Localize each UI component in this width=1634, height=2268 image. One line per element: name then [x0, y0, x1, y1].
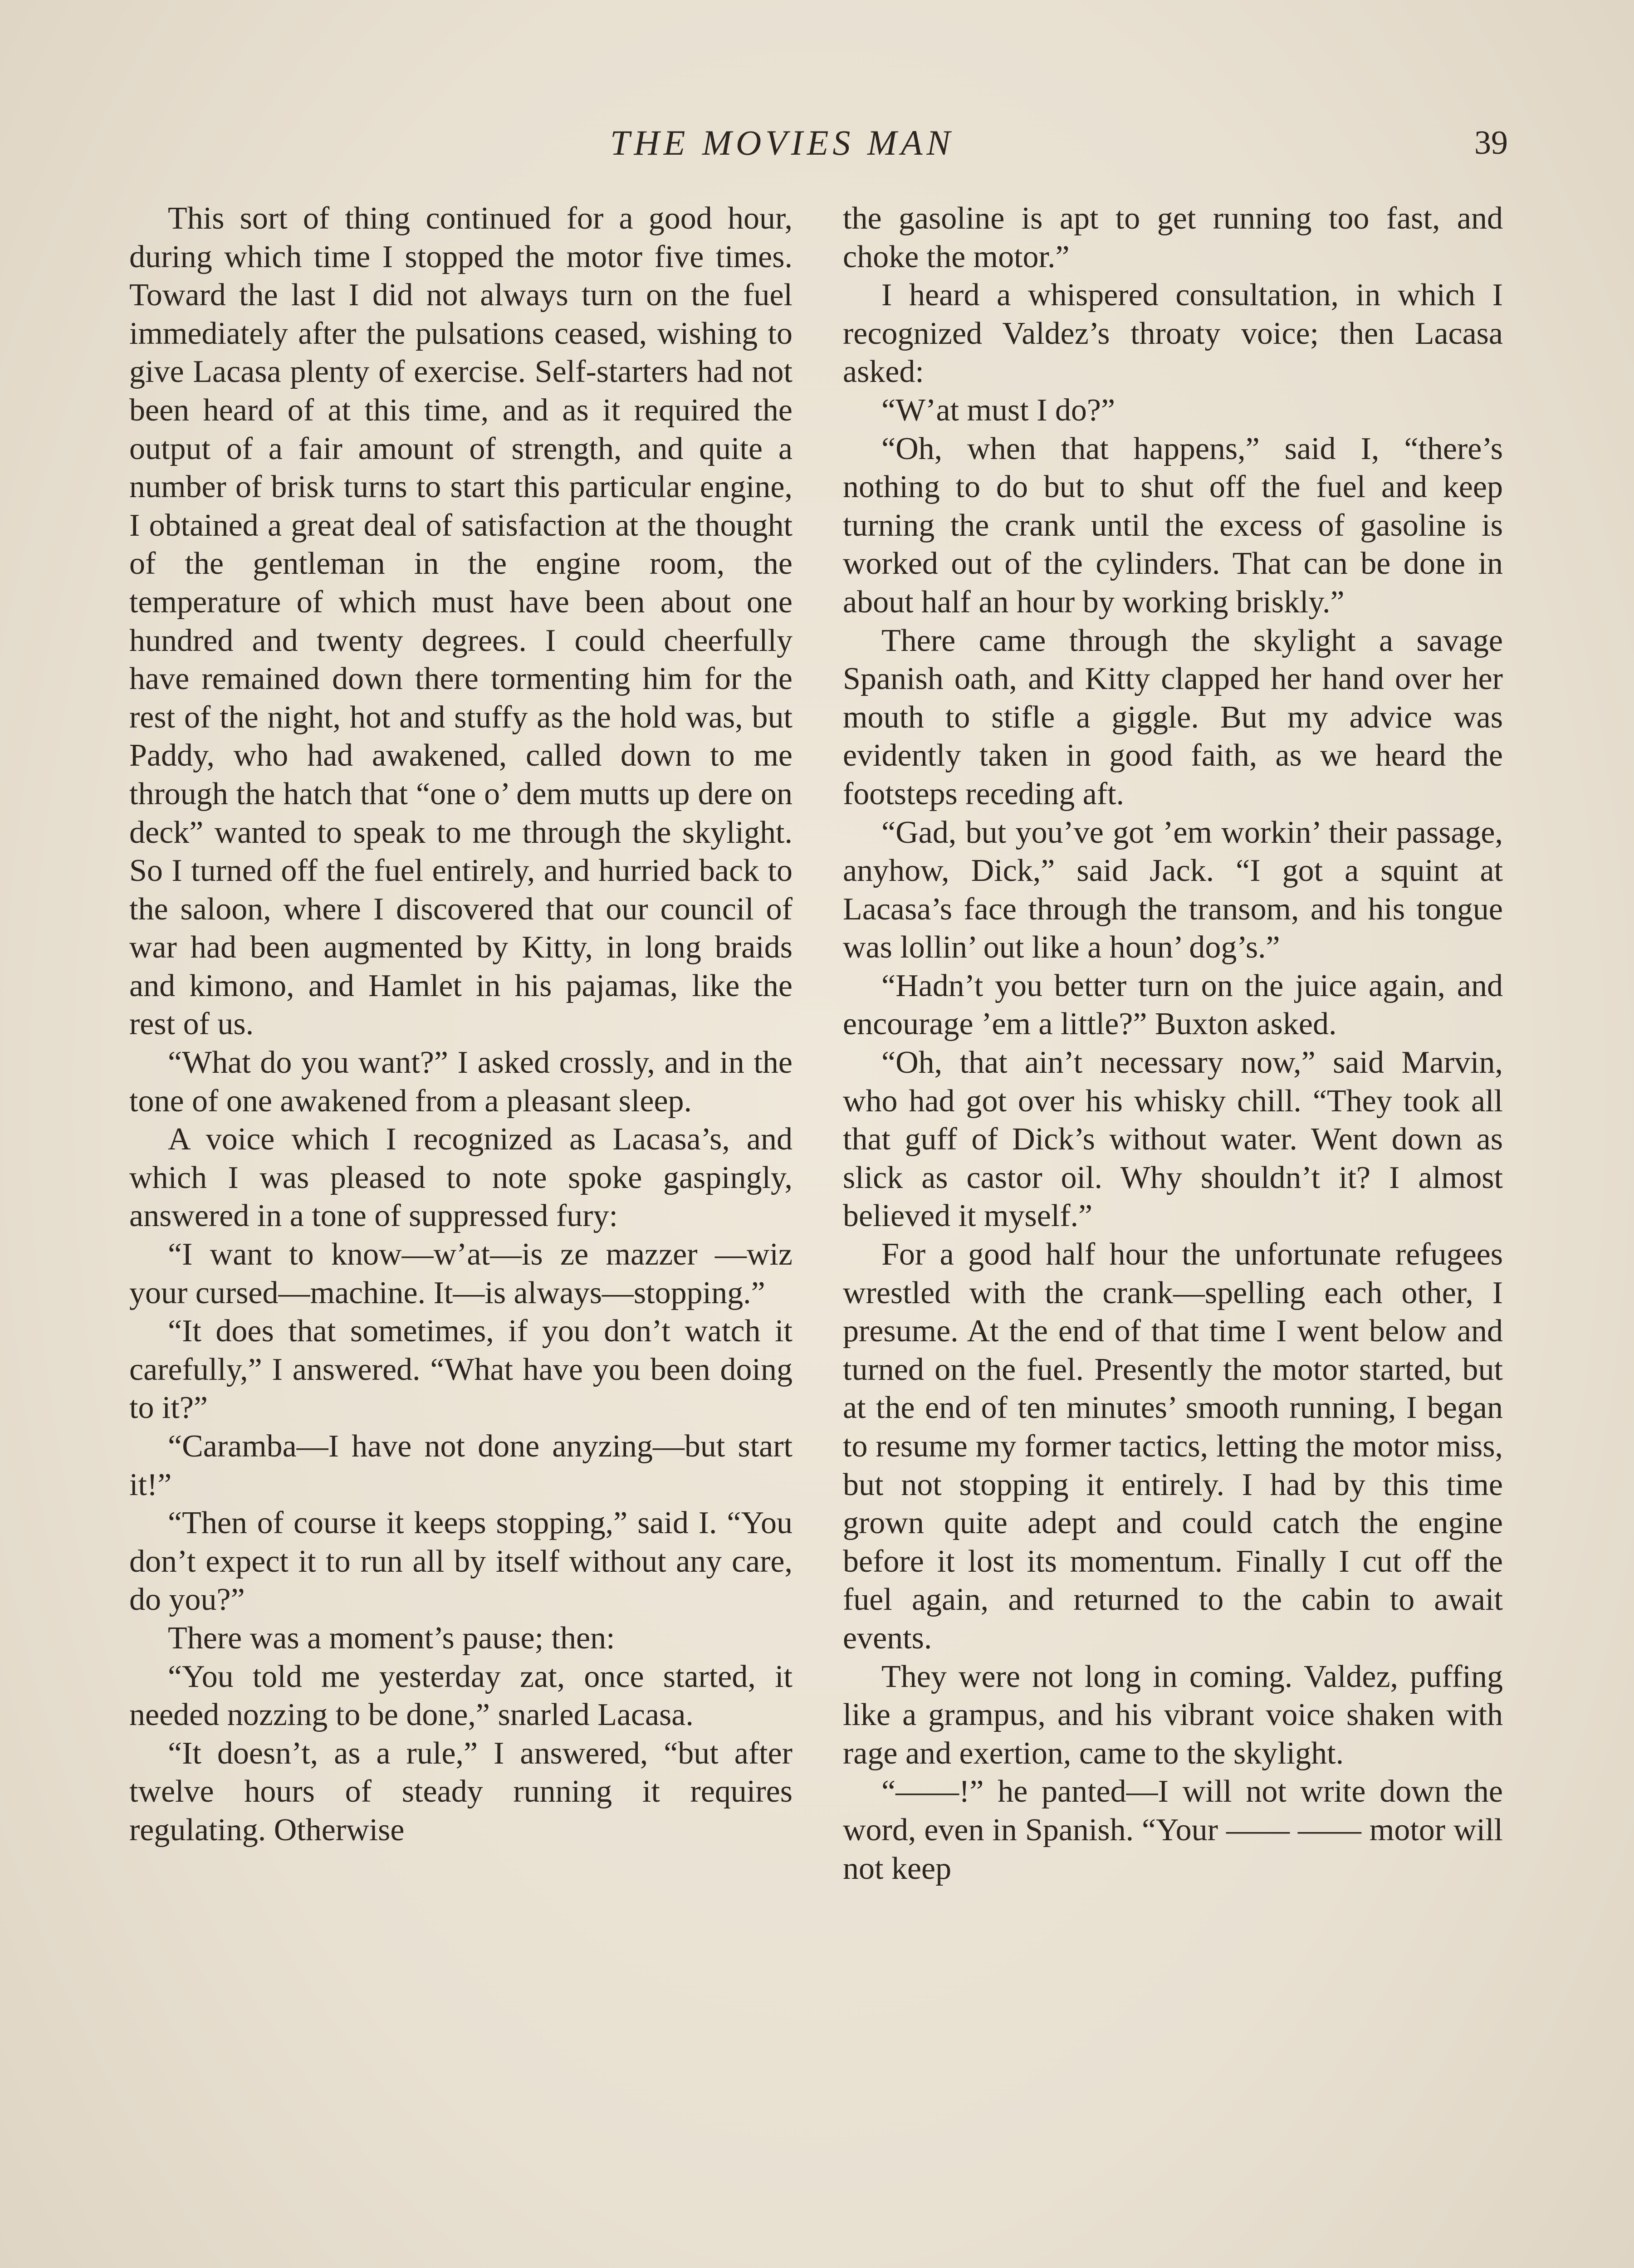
paragraph: “It doesn’t, as a rule,” I answered, “but after twelve hours of steady running it requires regulating. Otherwise — [129, 1735, 793, 1848]
paragraph-continued: the gasoline is apt to get running too fast, and choke the motor.” — [843, 201, 1503, 274]
paragraph: “I want to know—w’at—is ze mazzer —wiz your cursed—machine. It—is always—stopping.” — [129, 1237, 793, 1310]
paragraph: “Oh, that ain’t necessary now,” said Marvin, who had got over his whisky chill. “They took all that guff of Dick’s without water. Went down as slick as castor oil. Why shouldn’t it? I almost believed it myself.” — [843, 1045, 1503, 1234]
paragraph: “It does that sometimes, if you don’t watch it carefully,” I answered. “What have you been doing to it?” — [129, 1314, 793, 1426]
paragraph: There came through the skylight a savage Spanish oath, and Kitty clapped her hand over her mouth to stifle a giggle. But my advice was evidently taken in good faith, as we heard the footsteps receding aft. — [843, 623, 1503, 811]
paragraph: “What do you want?” I asked crossly, and in the tone of one awakened from a pleasant sleep. — [129, 1045, 793, 1119]
running-head: THE MOVIES MAN — [610, 123, 954, 162]
paragraph: “Caramba—I have not done anyzing—but start it!” — [129, 1429, 793, 1502]
paragraph: “Hadn’t you better turn on the juice again, and encourage ’em a little?” Buxton asked. — [843, 968, 1503, 1042]
paragraph: “W’at must I do?” — [881, 392, 1115, 428]
page-header — [0, 116, 1634, 170]
paragraph: “Oh, when that happens,” said I, “there’s nothing to do but to shut off the fuel and keep turning the crank until the excess of gasoline is worked out of the cylinders. That can be done in about half an hour by working briskly.” — [843, 431, 1503, 620]
page-number: 39 — [1474, 124, 1508, 161]
paragraph: “Gad, but you’ve got ’em workin’ their passage, anyhow, Dick,” said Jack. “I got a squint at Lacasa’s face through the transom, and his tongue was lollin’ out like a houn’ dog’s.” — [843, 815, 1503, 965]
paragraph: “You told me yesterday zat, once started, it needed nozzing to be done,” snarled Lacasa. — [129, 1659, 793, 1733]
paragraph: They were not long in coming. Valdez, puffing like a grampus, and his vibrant voice shaken with rage and exertion, came to the skylight. — [843, 1659, 1503, 1771]
paragraph: There was a moment’s pause; then: — [168, 1620, 615, 1656]
paragraph: For a good half hour the unfortunate refugees wrestled with the crank—spelling each other, I presume. At the end of that time I went below and turned on the fuel. Presently the motor started, but at the end of ten minutes’ smooth running, I began to resume my former tactics, letting the motor miss, but not stopping it entirely. I had by this time grown quite adept and could catch the engine before it lost its momentum. Finally I cut off the fuel again, and returned to the cabin to await events. — [843, 1237, 1503, 1656]
left-column — [129, 200, 793, 1850]
paragraph: A voice which I recognized as Lacasa’s, and which I was pleased to note spoke gaspingly, answered in a tone of suppressed fury: — [129, 1122, 793, 1234]
paragraph: I heard a whispered consultation, in which I recognized Valdez’s throaty voice; then Lacasa asked: — [843, 278, 1503, 390]
paragraph: This sort of thing continued for a good hour, during which time I stopped the motor five times. Toward the last I did not always turn on the fuel immediately after the pulsations ceased, wishing to give Lacasa plenty of exercise. Self-starters had not been heard of at this time, and as it required the output of a fair amount of strength, and quite a number of brisk turns to start this particular engine, I obtained a great deal of satisfaction at the thought of the gentleman in the engine room, the temperature of which must have been about one hundred and twenty degrees. I could cheerfully have remained down there tormenting him for the rest of the night, hot and stuffy as the hold was, but Paddy, who had awakened, called down to me through the hatch that “one o’ dem mutts up dere on deck” wanted to speak to me through the skylight. So I turned off the fuel entirely, and hurried back to the saloon, where I discovered that our council of war had been augmented by Kitty, in long braids and kimono, and Hamlet in his pajamas, like the rest of us. — [129, 201, 793, 1042]
right-column — [843, 200, 1503, 1888]
paragraph: “——!” he panted—I will not write down the word, even in Spanish. “Your —— —— motor will not keep — [843, 1774, 1503, 1886]
paragraph: “Then of course it keeps stopping,” said I. “You don’t expect it to run all by itself without any care, do you?” — [129, 1505, 793, 1618]
